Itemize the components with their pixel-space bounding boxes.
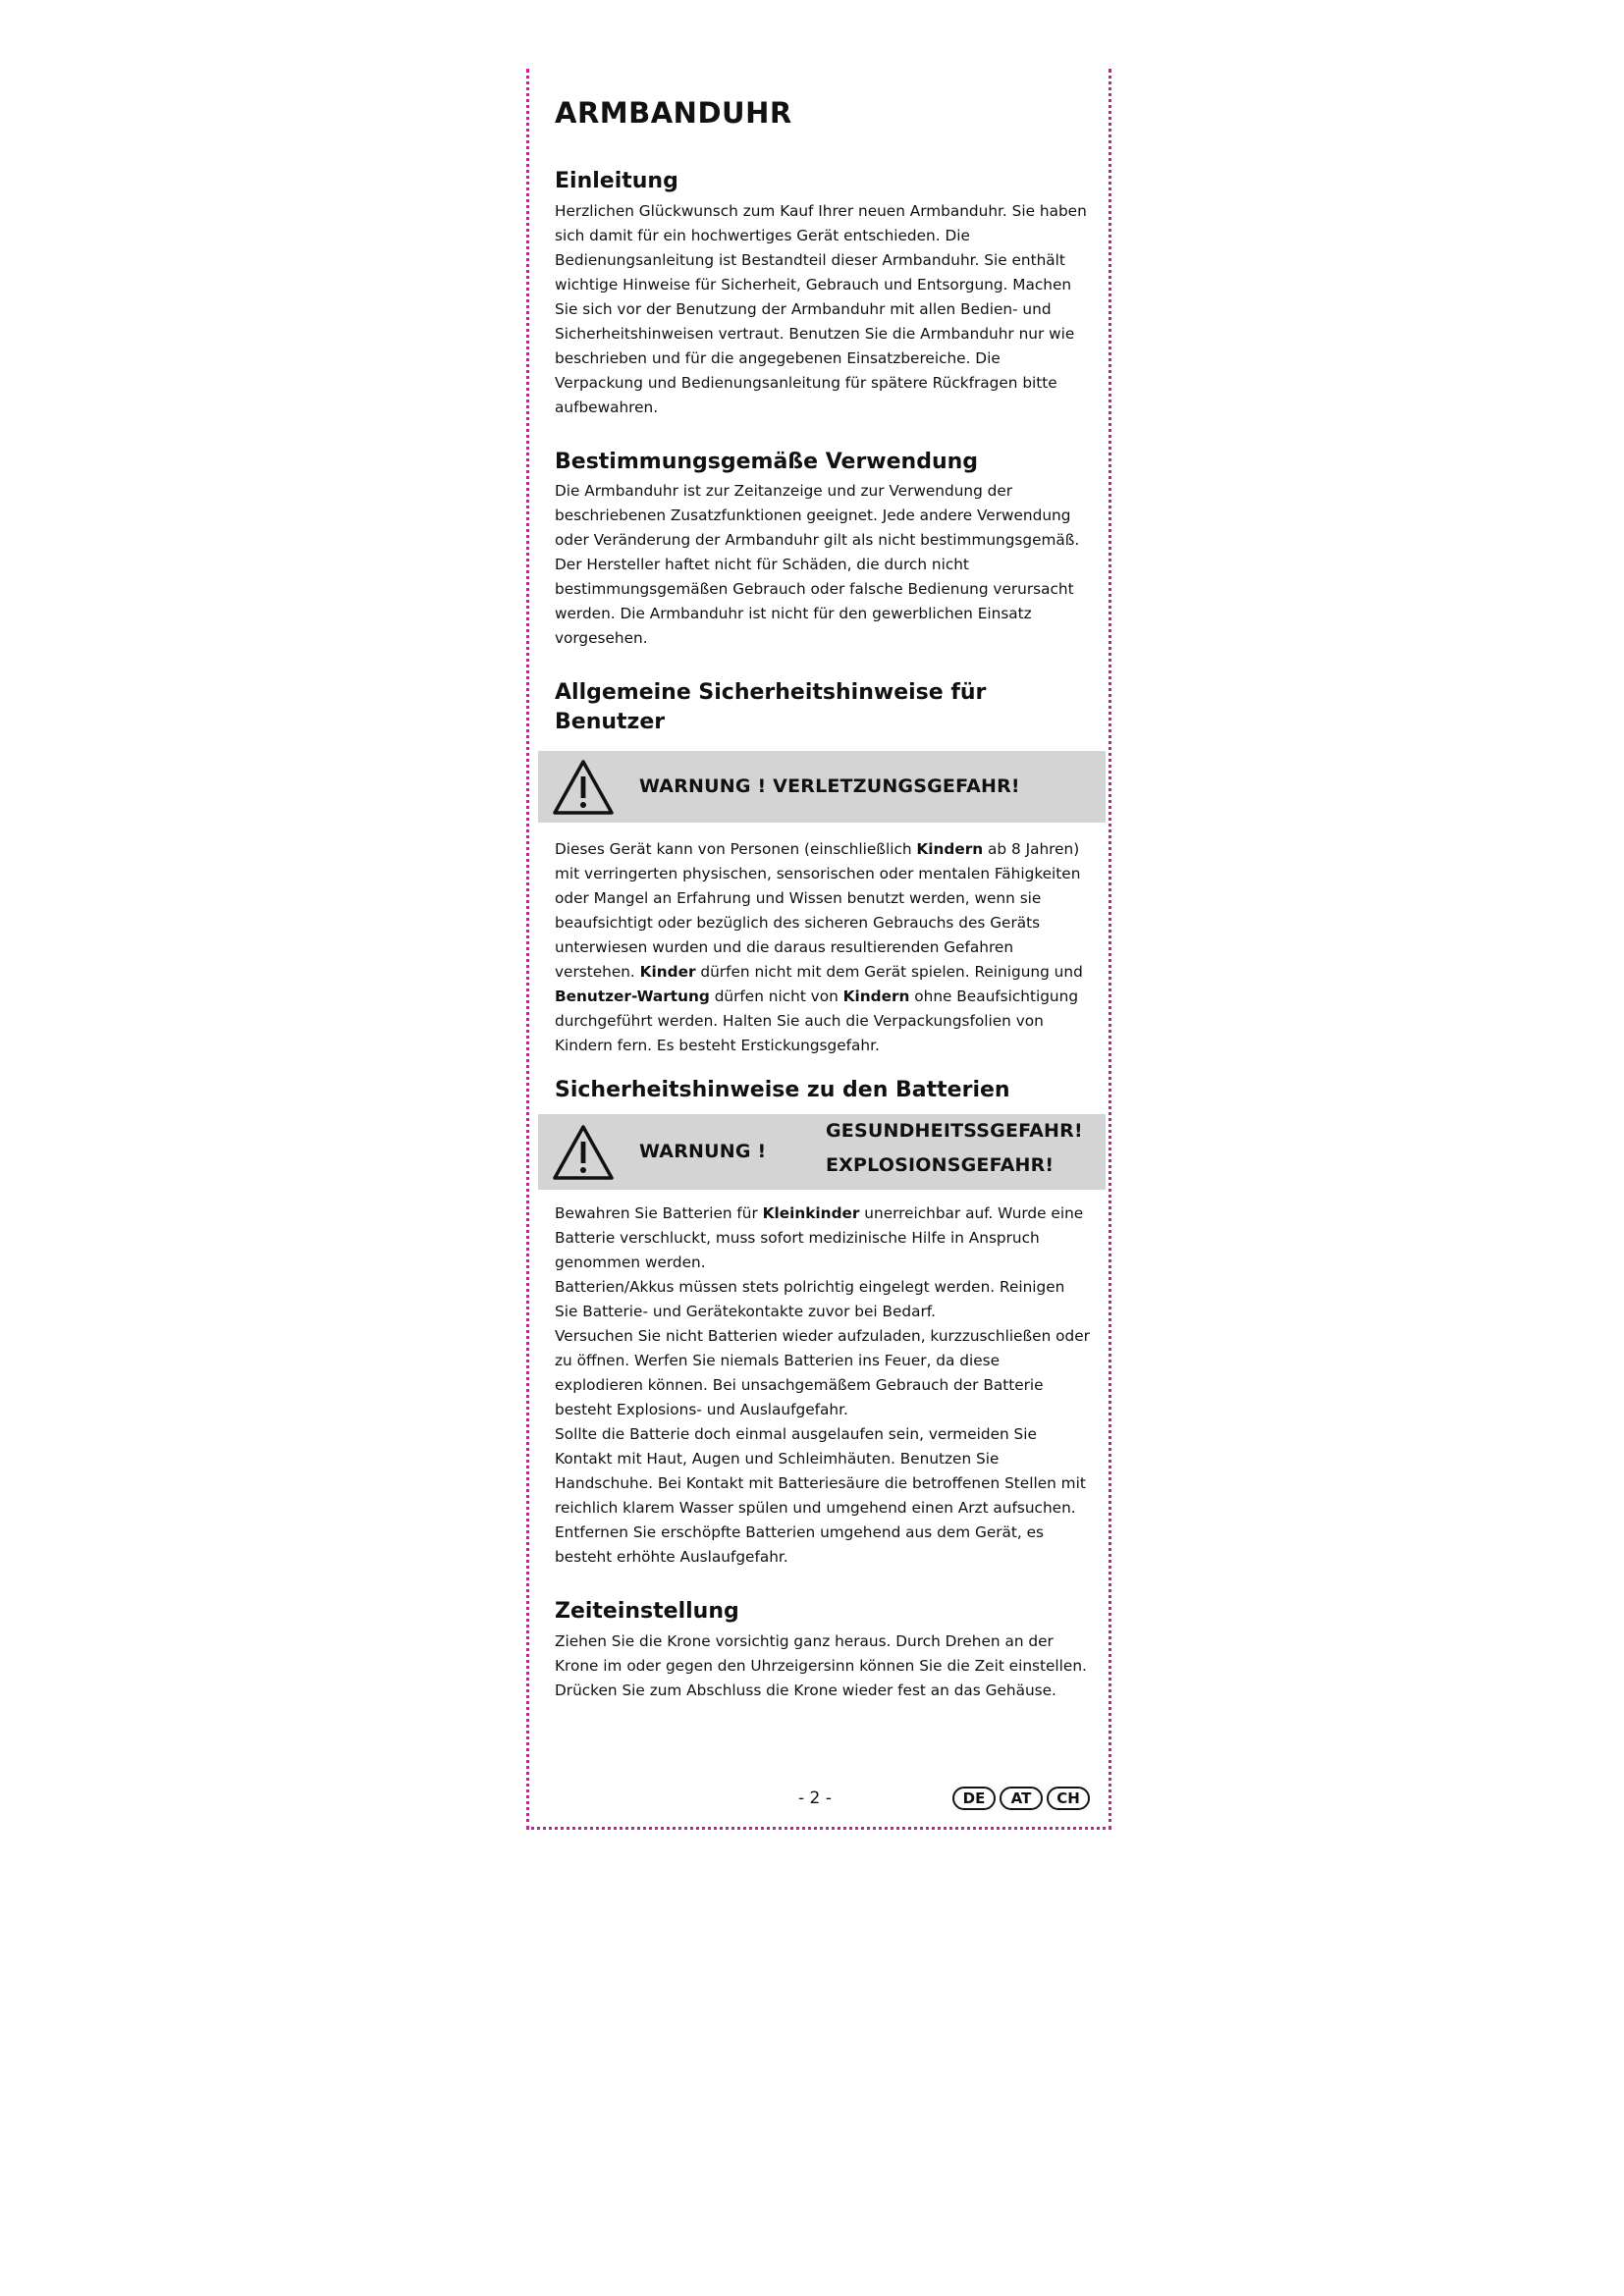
text-segment: unerreichbar auf. Wurde eine Batterie verschluckt, muss sofort medizinische Hilfe in Anspruch genommen werden. (555, 1204, 1084, 1272)
text-segment: dürfen nicht mit dem Gerät spielen. Reinigung und (695, 962, 1083, 981)
section-sicherheit (555, 678, 1090, 1057)
section-batterien (555, 1076, 1090, 1571)
paragraph-sicherheit (555, 837, 1090, 1058)
section-heading-zeit: Zeiteinstellung (555, 1599, 739, 1625)
paragraph-batterien-3: Versuchen Sie nicht Batterien wieder aufzuladen, kurzzuschließen oder zu öffnen. Werfen Sie niemals Batterien ins Feuer, da diese explodieren können. Bei unsachgemäßem Gebrauch der Batterie besteht Explosions- und Auslaufgefahr. (555, 1327, 1090, 1419)
section-heading-einleitung: Einleitung (555, 168, 678, 193)
warning-label-battery: WARNUNG ! (639, 1141, 767, 1163)
page-footer (555, 1787, 1090, 1816)
warning-label-injury: WARNUNG ! VERLETZUNGSGEFAHR! (639, 774, 1020, 797)
emphasis-text: Kindern (916, 839, 984, 858)
emphasis-text: Benutzer-Wartung (555, 987, 710, 1005)
country-badge-at: AT (1000, 1787, 1043, 1810)
document-title: ARMBANDUHR (555, 96, 792, 130)
warning-triangle-icon (552, 759, 615, 816)
emphasis-text: Kindern (842, 987, 910, 1005)
text-segment: Bewahren Sie Batterien für (555, 1204, 763, 1223)
section-heading-sicherheit: Allgemeine Sicherheitshinweise für Benutzer (555, 680, 987, 734)
warning-box-injury (538, 751, 1106, 823)
document-content (555, 98, 1090, 1731)
country-badges (952, 1787, 1090, 1810)
paragraph-bestimmung: Die Armbanduhr ist zur Zeitanzeige und zur Verwendung der beschriebenen Zusatzfunktionen geeignet. Jede andere Verwendung oder Veränderung der Armbanduhr gilt als nicht bestimmungsgemäß. Der Hersteller haftet nicht für Schäden, die durch nicht bestimmungsgemäßen Gebrauch oder falsche Bedienung verursacht werden. Die Armbanduhr ist nicht für den gewerblichen Einsatz vorgesehen. (555, 482, 1080, 648)
warning-triangle-icon (552, 1124, 615, 1181)
text-segment: Dieses Gerät kann von Personen (einschließlich (555, 839, 917, 858)
warning-label-explosion: EXPLOSIONSGEFAHR! (826, 1154, 1055, 1177)
emphasis-text: Kinder (639, 962, 696, 981)
paragraph-batterien-1 (555, 1201, 1090, 1275)
section-heading-bestimmung: Bestimmungsgemäße Verwendung (555, 449, 979, 474)
warning-label-health: GESUNDHEITSSGEFAHR! (826, 1120, 1083, 1143)
section-einleitung (555, 167, 1090, 420)
text-segment: dürfen nicht von (709, 987, 843, 1005)
country-badge-de: DE (952, 1787, 996, 1810)
paragraph-batterien-4: Sollte die Batterie doch einmal ausgelaufen sein, vermeiden Sie Kontakt mit Haut, Augen und Schleimhäuten. Benutzen Sie Handschuhe. Bei Kontakt mit Batteriesäure die betroffenen Stellen mit reichlich klarem Wasser spülen und umgehend einen Arzt aufsuchen. Entfernen Sie erschöpfte Batterien umgehend aus dem Gerät, es besteht erhöhte Auslaufgefahr. (555, 1425, 1086, 1567)
section-bestimmung (555, 448, 1090, 652)
page-number: - 2 - (798, 1789, 832, 1808)
country-badge-ch: CH (1047, 1787, 1090, 1810)
text-segment: ohne Beaufsichtigung durchgeführt werden. Halten Sie auch die Verpackungsfolien von Kindern fern. Es besteht Erstickungsgefahr. (555, 987, 1079, 1054)
section-heading-batterien: Sicherheitshinweise zu den Batterien (555, 1077, 1010, 1102)
paragraph-zeit: Ziehen Sie die Krone vorsichtig ganz heraus. Durch Drehen an der Krone im oder gegen den Uhrzeigersinn können Sie die Zeit einstellen. Drücken Sie zum Abschluss die Krone wieder fest an das Gehäuse. (555, 1632, 1087, 1700)
paragraph-batterien-2: Batterien/Akkus müssen stets polrichtig eingelegt werden. Reinigen Sie Batterie- und Gerätekontakte zuvor bei Bedarf. (555, 1278, 1065, 1321)
warning-box-battery (538, 1114, 1106, 1190)
section-zeit (555, 1597, 1090, 1703)
paragraph-einleitung: Herzlichen Glückwunsch zum Kauf Ihrer neuen Armbanduhr. Sie haben sich damit für ein hochwertiges Gerät entschieden. Die Bedienungsanleitung ist Bestandteil dieser Armbanduhr. Sie enthält wichtige Hinweise für Sicherheit, Gebrauch und Entsorgung. Machen Sie sich vor der Benutzung der Armbanduhr mit allen Bedien- und Sicherheitshinweisen vertraut. Benutzen Sie die Armbanduhr nur wie beschrieben und für die angegebenen Einsatzbereiche. Die Verpackung und Bedienungsanleitung für spätere Rückfragen bitte aufbewahren. (555, 201, 1087, 416)
text-segment: ab 8 Jahren) mit verringerten physischen, sensorischen oder mentalen Fähigkeiten oder Mangel an Erfahrung und Wissen benutzt werden, wenn sie beaufsichtigt oder bezüglich des sicheren Gebrauchs des Geräts unterwiesen wurden und die daraus resultierenden Gefahren verstehen. (555, 839, 1081, 981)
emphasis-text: Kleinkinder (762, 1204, 860, 1223)
